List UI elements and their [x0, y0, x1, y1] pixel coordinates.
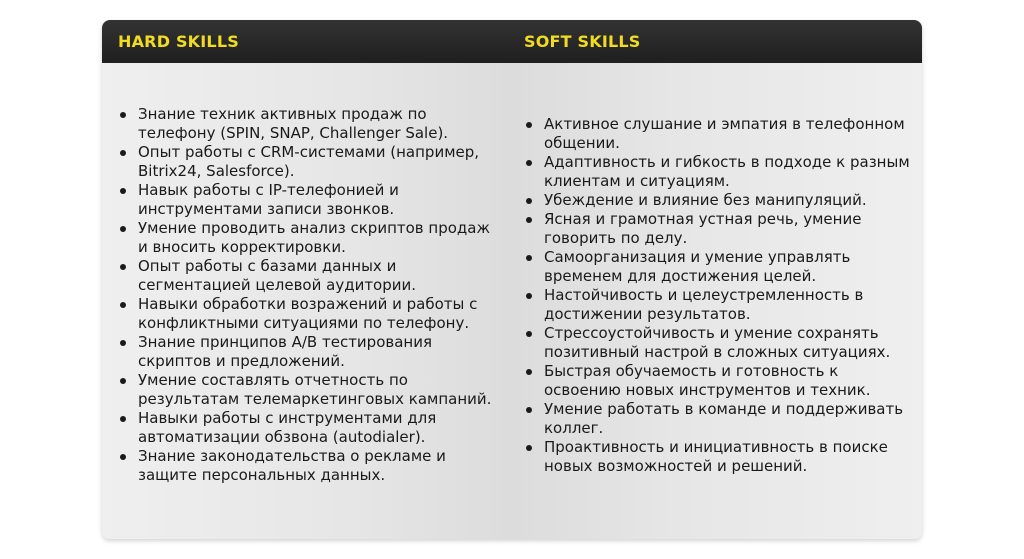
list-item: Умение составлять отчетность по результатам телемаркетинговых кампаний.	[138, 371, 498, 409]
list-item: Умение работать в команде и поддерживать коллег.	[544, 400, 912, 438]
list-item: Убеждение и влияние без манипуляций.	[544, 191, 912, 210]
soft-skills-heading: SOFT SKILLS	[524, 32, 641, 51]
list-item: Самоорганизация и умение управлять временем для достижения целей.	[544, 248, 912, 286]
hard-skills-list	[102, 105, 498, 485]
list-item: Адаптивность и гибкость в подходе к разным клиентам и ситуациям.	[544, 153, 912, 191]
list-item: Настойчивость и целеустремленность в достижении результатов.	[544, 286, 912, 324]
list-item: Навык работы с IP-телефонией и инструментами записи звонков.	[138, 181, 498, 219]
hard-skills-heading: HARD SKILLS	[118, 32, 239, 51]
list-item: Опыт работы с базами данных и сегментацией целевой аудитории.	[138, 257, 498, 295]
soft-skills-column	[508, 63, 922, 539]
skills-table	[102, 20, 922, 539]
list-item: Активное слушание и эмпатия в телефонном общении.	[544, 115, 912, 153]
list-item: Знание техник активных продаж по телефону (SPIN, SNAP, Challenger Sale).	[138, 105, 498, 143]
list-item: Навыки работы с инструментами для автоматизации обзвона (autodialer).	[138, 409, 498, 447]
list-item: Умение проводить анализ скриптов продаж и вносить корректировки.	[138, 219, 498, 257]
table-header	[102, 20, 922, 63]
list-item: Быстрая обучаемость и готовность к освоению новых инструментов и техник.	[544, 362, 912, 400]
soft-skills-list	[508, 115, 912, 476]
list-item: Опыт работы с CRM-системами (например, Bitrix24, Salesforce).	[138, 143, 498, 181]
list-item: Навыки обработки возражений и работы с конфликтными ситуациями по телефону.	[138, 295, 498, 333]
table-body	[102, 63, 922, 539]
hard-skills-column	[102, 63, 508, 539]
list-item: Стрессоустойчивость и умение сохранять позитивный настрой в сложных ситуациях.	[544, 324, 912, 362]
list-item: Знание принципов A/B тестирования скриптов и предложений.	[138, 333, 498, 371]
list-item: Ясная и грамотная устная речь, умение говорить по делу.	[544, 210, 912, 248]
list-item: Знание законодательства о рекламе и защите персональных данных.	[138, 447, 498, 485]
list-item: Проактивность и инициативность в поиске новых возможностей и решений.	[544, 438, 912, 476]
